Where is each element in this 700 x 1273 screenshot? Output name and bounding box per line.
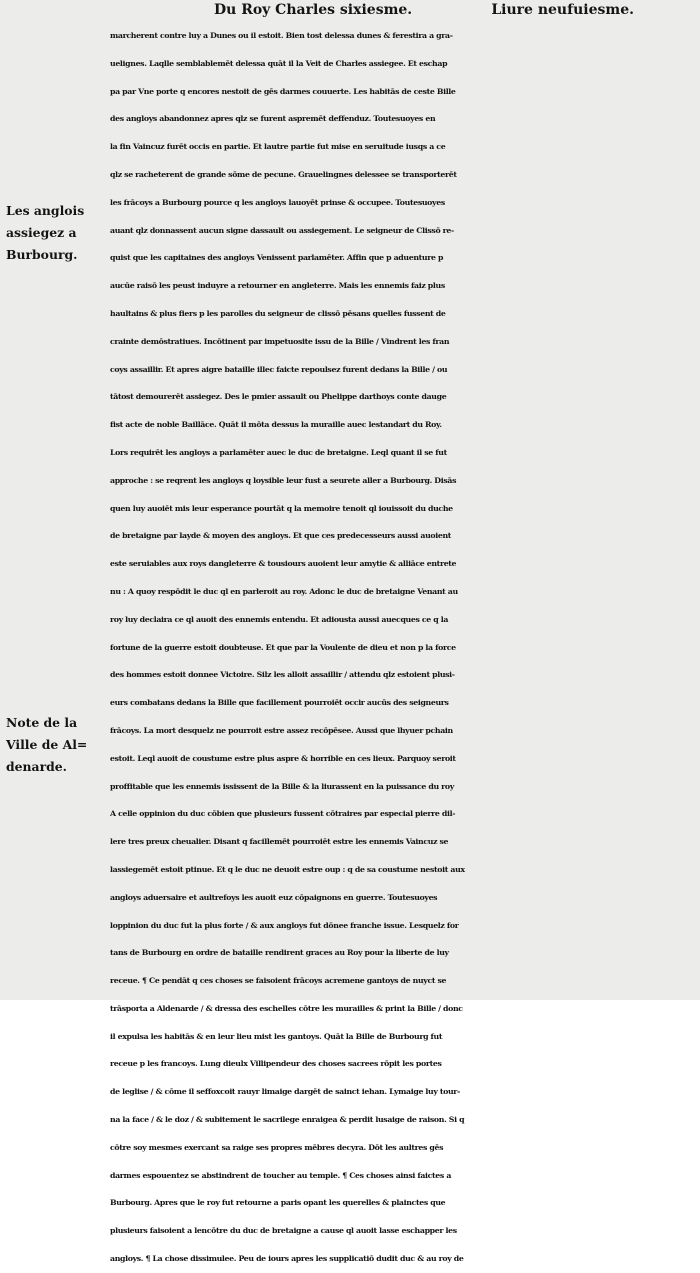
text-line: tātost demourerēt assiegez. Des le pmier assault ou Phelippe darthoys conte dauge (110, 392, 447, 402)
text-line: fortune de la guerre estoit doubteuse. Et que par la Voulente de dieu et non p la force (110, 642, 456, 652)
text-line: marcherent contre luy a Dunes ou il estoit. Bien tost delessa dunes & ferestira a gra- (110, 31, 453, 40)
text-line: lere tres preux cheualier. Disant q facillemēt pourroiēt estre les ennemis Vaincuz se (110, 837, 449, 847)
text-line: quist que les capitaines des angloys Venissent parlamēter. Affin que p aduenture p (110, 253, 444, 263)
running-header (214, 0, 634, 22)
body-text (110, 22, 698, 1273)
text-line: frācoys. La mort desquelz ne pourroit estre assez recōpēsee. Aussi que lhyuer pchain (110, 725, 453, 735)
text-line: eurs combatans dedans la Bille que facillement pourroiēt occir aucūs des seigneurs (110, 698, 449, 708)
text-line: la fin Vaincuz furēt occis en partie. Et lautre partie fut mise en seruitude iusqs a ce (110, 142, 446, 152)
text-line: nu : A quoy respōdit le duc ql en parleroit au roy. Adonc le duc de bretaigne Venant au (110, 586, 458, 596)
text-line: haultains & plus fiers p les parolles du seigneur de clissō pēsans quelles fussent de (110, 308, 446, 318)
margin-note-line: denarde. (6, 759, 67, 774)
text-line: este seruiables aux roys dangleterre & tousiours auoient leur amytie & alliāce entrete (110, 559, 457, 569)
text-line: quen luy auoiēt mis leur esperance pourtāt q la memoire tenoit ql iouissoit du duche (110, 503, 453, 513)
text-line: fist acte de noble Baillāce. Quāt il mōta dessus la muraille auec lestandart du Roy. (110, 420, 442, 430)
text-line: A celle oppinion du duc cōbien que plusieurs fussent cōtraires par especial pierre dil- (110, 809, 456, 819)
text-line: estoit. Leql auoit de coustume estre plus aspre & horrible en ces lieux. Parquoy seroit (110, 753, 456, 763)
text-line: pa par Vne porte q encores nestoit de gēs darmes couuerte. Les habitās de ceste Bille (110, 86, 456, 96)
text-line: il expulsa les habitās & en leur lieu mist les gantoys. Quāt la Bille de Burbourg fut (110, 1031, 443, 1041)
text-line: uelignes. Laqlle semblablemēt delessa quāt il la Veit de Charles assiegee. Et eschap (110, 58, 448, 68)
text-line: roy luy declaira ce ql auoit des ennemis entendu. Et adiousta aussi auecques ce q la (110, 614, 449, 624)
text-line: aucūe raisō les peust induyre a retourner en angleterre. Mais les ennemis faiz plus (110, 281, 445, 291)
text-line: angloys aduersaire et aultrefoys les auoit euz cōpaignons en guerre. Toutesuoyes (110, 892, 438, 902)
text-line: trāsporta a Aldenarde / & dressa des eschelles cōtre les murailles & print la Bille / donc (110, 1003, 463, 1013)
margin-note-line: Ville de Al= (6, 737, 88, 752)
text-line: lassiegemēt estoit ptinue. Et q le duc ne deuoit estre oup : q de sa coustume nestoit aux (110, 864, 465, 874)
text-line: auant qlz donnassent aucun signe dassault ou assiegement. Le seigneur de Clissō re- (110, 225, 454, 235)
text-line: darmes espouentez se abstindrent de toucher au temple. ¶ Ces choses ainsi faictes a (110, 1170, 452, 1180)
text-line: loppinion du duc fut la plus forte / & aux angloys fut dōnee franche issue. Lesquelz for (110, 920, 459, 930)
text-line: coys assaillir. Et apres aigre bataille illec faicte repoulsez furent dedans la Bille / ou (110, 364, 448, 374)
text-line: des angloys abandonnez apres qlz se furent aspremēt deffenduz. Toutesuoyes en (110, 114, 436, 124)
running-title: Du Roy Charles sixiesme. (214, 2, 413, 18)
text-line: crainte demōstratiues. Incōtinent par impetuosite issu de la Bille / Vindrent les fran (110, 336, 450, 346)
text-line: angloys. ¶ La chose dissimulee. Peu de iours apres les supplicatiō dudit duc & au roy de (110, 1254, 464, 1264)
text-line: tans de Burbourg en ordre de bataille rendirent graces au Roy pour la liberte de luy (110, 948, 449, 958)
text-line: receue p les francoys. Lung dieulx Villipendeur des choses sacrees rōpit les portes (110, 1059, 442, 1069)
text-line: de leglise / & cōme il seffoxcoit rauyr limaige dargēt de sainct iehan. Lymaige luy tour- (110, 1087, 460, 1097)
text-line: cōtre soy mesmes exercant sa raige ses propres mēbres decyra. Dōt les aultres gēs (110, 1142, 444, 1152)
margin-note-anglois-assiegez (6, 200, 102, 266)
margin-note-line: Burbourg. (6, 247, 78, 262)
text-line: plusieurs faisoient a lencōtre du duc de bretaigne a cause ql auoit lasse eschapper les (110, 1226, 457, 1236)
text-line: receue. ¶ Ce pendāt q ces choses se faisoient frācoys acremene gantoys de nuyct se (110, 976, 447, 986)
text-line: de bretaigne par layde & moyen des angloys. Et que ces predecesseurs aussi auoient (110, 531, 452, 541)
text-line: Burbourg. Apres que le roy fut retourne a paris opant les querelles & plainctes que (110, 1198, 446, 1208)
margin-note-line: Note de la (6, 715, 78, 730)
text-line: approche : se reqrent les angloys q loysible leur fust a seurete aller a Burbourg. Disās (110, 475, 457, 485)
margin-note-line: assiegez a (6, 225, 77, 240)
book-number: Liure neufuiesme. (491, 2, 634, 18)
text-line: des hommes estoit donnee Victoire. Silz les alloit assaillir / attendu qlz estoient plusi- (110, 670, 455, 680)
text-line: Lors requirēt les angloys a parlamēter auec le duc de bretaigne. Leql quant il se fut (110, 447, 447, 457)
text-line: les frācoys a Burbourg pource q les angloys lauoyēt prinse & occupee. Toutesuoyes (110, 197, 445, 207)
text-line: na la face / & le doz / & subitement le sacrilege enraigea & perdit lusaige de raison. Si q (110, 1115, 465, 1125)
margin-note-line: Les anglois (6, 203, 85, 218)
text-line: qlz se racheterent de grande sōme de pecune. Grauelingnes delessee se transporterēt (110, 169, 457, 179)
text-line: proffitable que les ennemis ississent de la Bille & la liurassent en la puissance du roy (110, 781, 454, 791)
margin-note-aldenarde (6, 712, 102, 778)
